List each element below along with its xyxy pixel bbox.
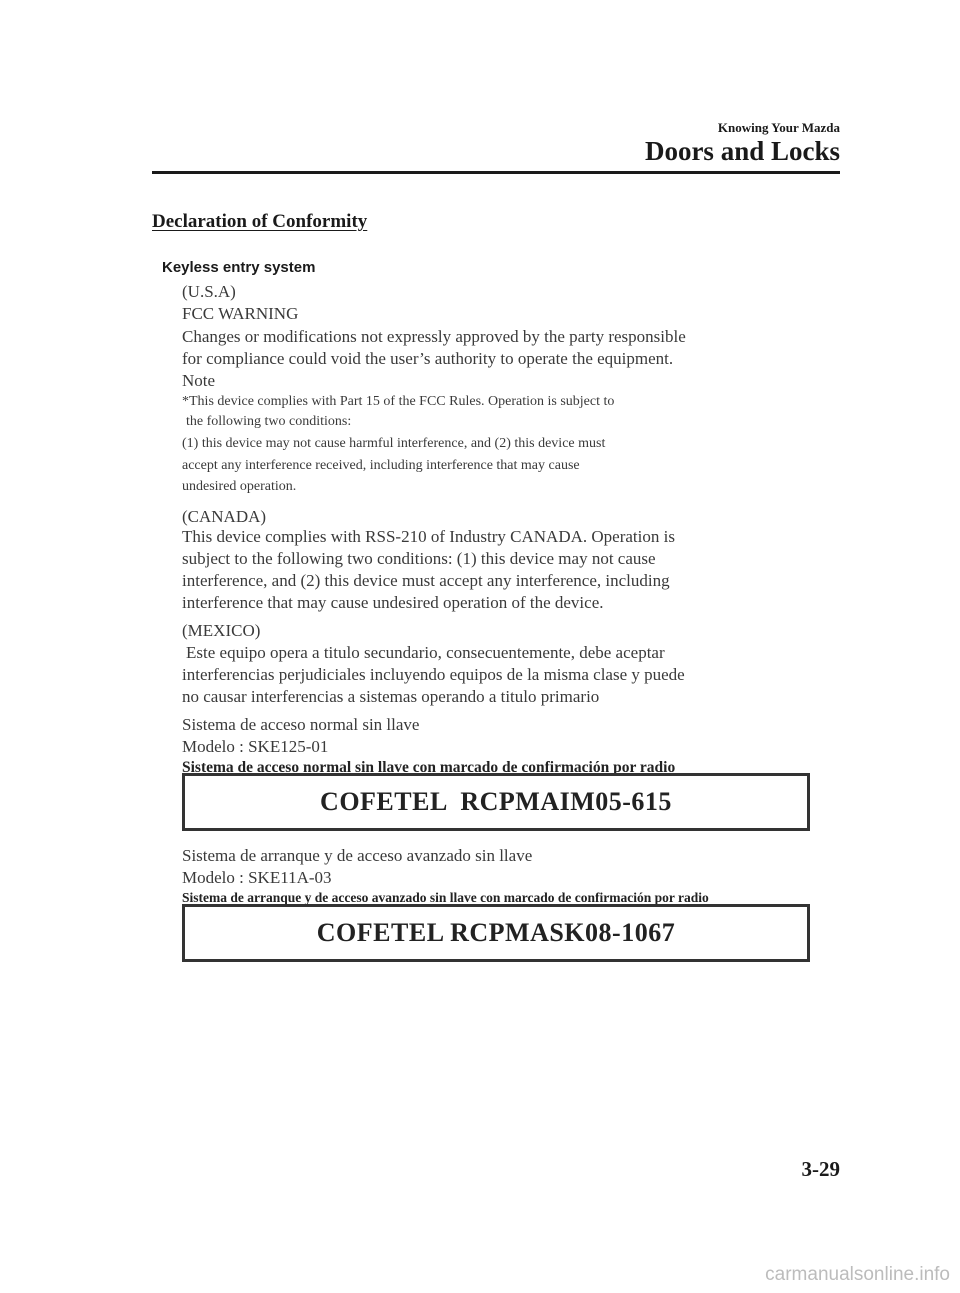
- note-text-line: (1) this device may not cause harmful interference, and (2) this device must: [182, 436, 606, 451]
- note-text-line: *This device complies with Part 15 of the FCC Rules. Operation is subject to: [182, 394, 615, 409]
- note-text-line: the following two conditions:: [186, 414, 352, 429]
- usa-label: (U.S.A): [182, 282, 236, 301]
- page-number: 3-29: [801, 1157, 840, 1181]
- cofetel-box: [182, 773, 810, 831]
- system-name: Sistema de acceso normal sin llave: [182, 715, 420, 734]
- system-mark-caption: Sistema de acceso normal sin llave con marcado de confirmación por radio: [182, 759, 676, 776]
- cofetel-box: [182, 904, 810, 962]
- note-text-line: undesired operation.: [182, 479, 297, 494]
- mexico-text-line: Este equipo opera a titulo secundario, consecuentemente, debe aceptar: [186, 643, 665, 662]
- fcc-warning: FCC WARNING: [182, 304, 299, 323]
- system-model: Modelo : SKE125-01: [182, 737, 329, 756]
- canada-text-line: interference, and (2) this device must accept any interference, including: [182, 571, 670, 590]
- fcc-text-line: Changes or modifications not expressly approved by the party responsible: [182, 327, 686, 346]
- canada-text-line: This device complies with RSS-210 of Industry CANADA. Operation is: [182, 527, 675, 546]
- section-label: Knowing Your Mazda: [717, 120, 840, 135]
- mexico-label: (MEXICO): [182, 621, 261, 640]
- note-label: Note: [182, 371, 216, 390]
- canada-text-line: subject to the following two conditions: (1) this device may not cause: [182, 549, 656, 568]
- canada-label: (CANADA): [182, 507, 267, 526]
- section-heading: Declaration of Conformity: [152, 211, 368, 232]
- mexico-text-line: no causar interferencias a sistemas operando a titulo primario: [182, 687, 600, 706]
- note-text-line: accept any interference received, including interference that may cause: [182, 458, 580, 473]
- header-divider: [152, 171, 840, 174]
- page-title: Doors and Locks: [644, 136, 840, 166]
- system-model: Modelo : SKE11A-03: [182, 868, 332, 887]
- subheading: Keyless entry system: [162, 259, 316, 276]
- system-mark-caption: Sistema de arranque y de acceso avanzado sin llave con marcado de confirmación por radio: [182, 890, 709, 905]
- system-name: Sistema de arranque y de acceso avanzado sin llave: [182, 846, 533, 865]
- watermark: carmanualsonline.info: [765, 1264, 950, 1285]
- cofetel-number: COFETEL RCPMAIM05-615: [320, 787, 672, 816]
- mexico-text-line: interferencias perjudiciales incluyendo equipos de la misma clase y puede: [182, 665, 685, 684]
- fcc-text-line: for compliance could void the user’s authority to operate the equipment.: [182, 349, 674, 368]
- cofetel-number: COFETEL RCPMASK08-1067: [316, 918, 676, 947]
- canada-text-line: interference that may cause undesired operation of the device.: [182, 593, 604, 612]
